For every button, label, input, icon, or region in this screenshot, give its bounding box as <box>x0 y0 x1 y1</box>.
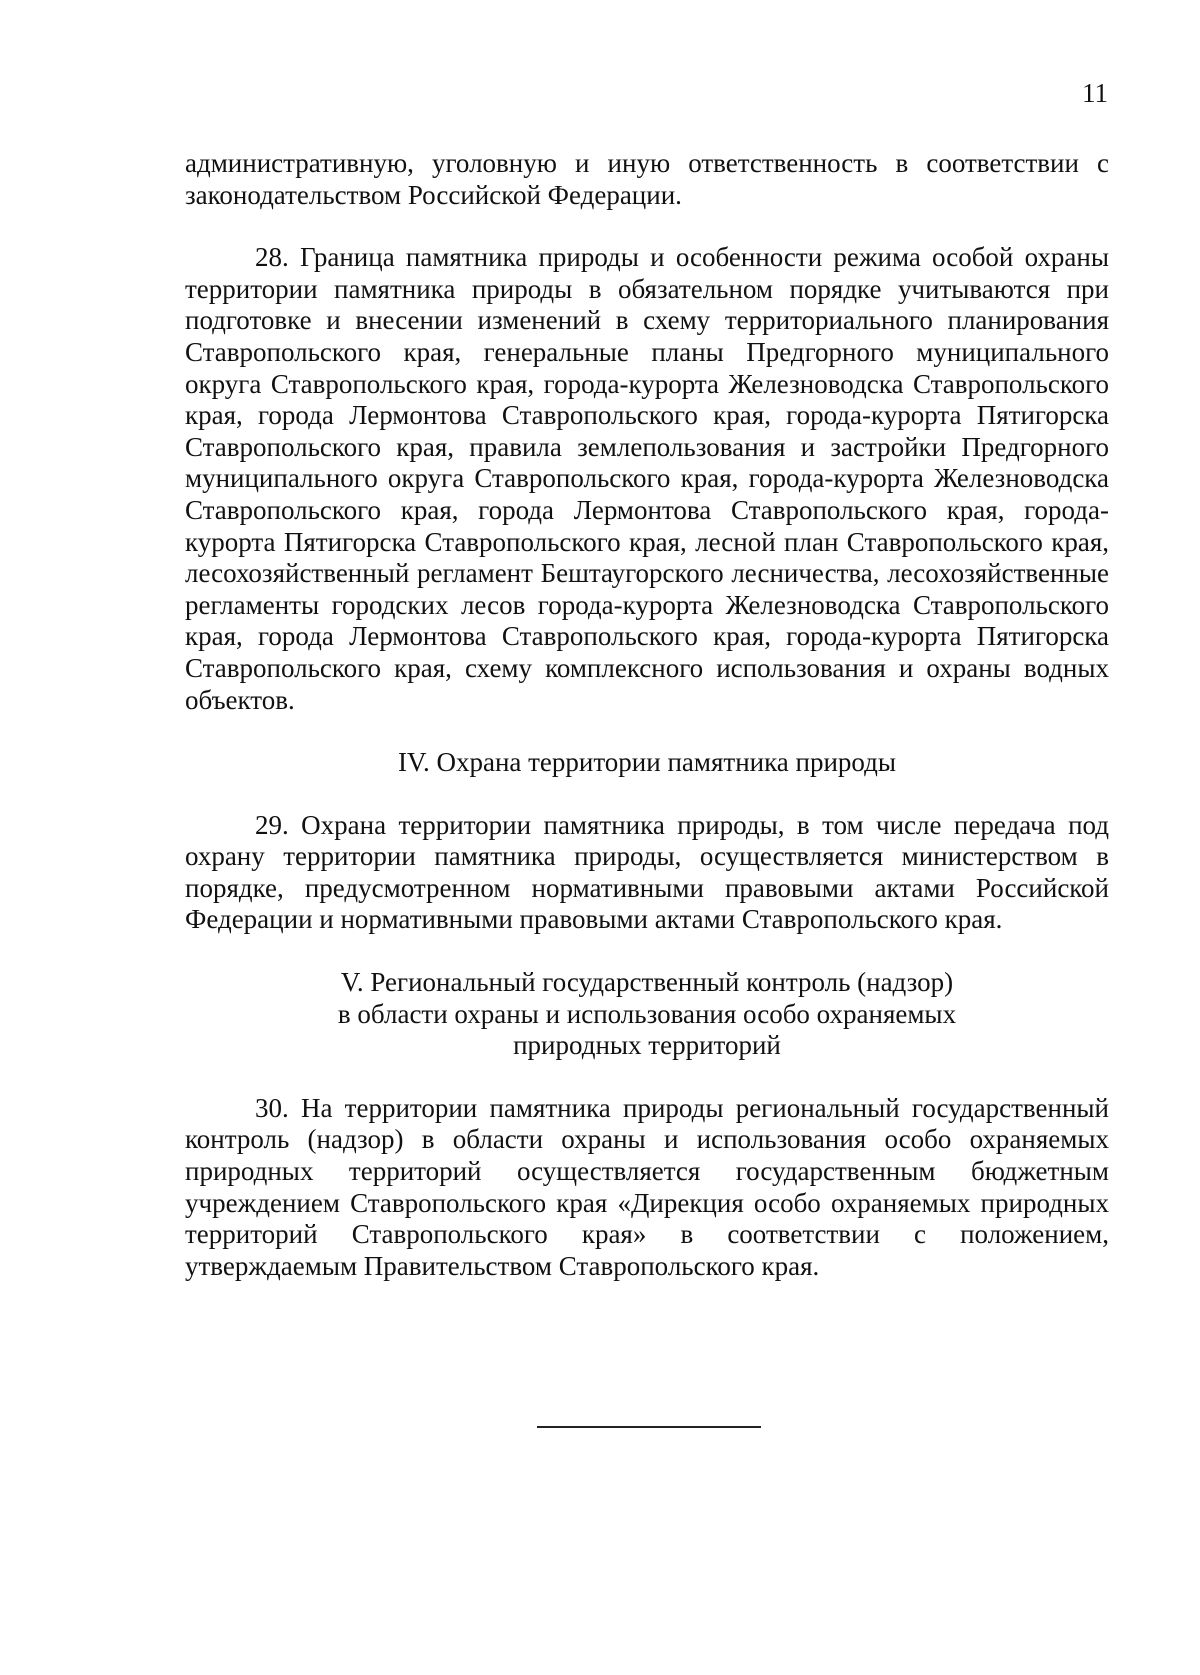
document-body <box>185 148 1109 1282</box>
paragraph-30: 30. На территории памятника природы региональный государственный контроль (надзор) в области охраны и использования особо охраняемых природных территорий осуществляется государственным бюджетным учреждением Ставропольского края «Дирекция особо охраняемых природных территорий Ставропольского края» в соответствии с положением, утверждаемым Правительством Ставропольского края. <box>185 1092 1109 1281</box>
end-of-document-rule <box>537 1426 761 1428</box>
spacer <box>185 1062 1109 1093</box>
page-number: 11 <box>1082 78 1108 108</box>
spacer <box>185 716 1109 747</box>
section-iv-heading: IV. Охрана территории памятника природы <box>397 747 897 778</box>
paragraph-29: 29. Охрана территории памятника природы, в том числе передача под охрану территории памятника природы, осуществляется министерством в порядке, предусмотренном нормативными правовыми актами Российской Федерации и нормативными правовыми актами Ставропольского края. <box>185 809 1109 935</box>
section-v-heading <box>185 967 1109 1062</box>
section-v-heading-line-2: в области охраны и использования особо охраняемых <box>337 998 957 1029</box>
spacer <box>185 211 1109 242</box>
paragraph-28: 28. Граница памятника природы и особенности режима особой охраны территории памятника природы в обязательном порядке учитываются при подготовке и внесении изменений в схему территориального планирования Ставропольского края, генеральные планы Предгорного муниципального округа Ставропольского края, города-курорта Железноводска Ставропольского края, города Лермонтова Ставропольского края, города-курорта Пятигорска Ставропольского края, правила землепользования и застройки Предгорного муниципального округа Ставропольского края, города-курорта Железноводска Ставропольского края, города Лермонтова Ставропольского края, города-курорта Пятигорска Ставропольского края, лесной план Ставропольского края, лесохозяйственный регламент Бештаугорского лесничества, лесохозяйственные регламенты городских лесов города-курорта Железноводска Ставропольского края, города Лермонтова Ставропольского края, города-курорта Пятигорска Ставропольского края, схему комплексного использования и охраны водных объектов. <box>185 242 1109 715</box>
section-v-heading-line-3: природных территорий <box>513 1030 781 1061</box>
spacer <box>185 779 1109 810</box>
section-v-heading-line-1: V. Региональный государственный контроль (надзор) <box>340 967 954 998</box>
paragraph-intro: административную, уголовную и иную ответственность в соответствии с законодательством Российской Федерации. <box>185 148 1109 210</box>
spacer <box>185 936 1109 967</box>
